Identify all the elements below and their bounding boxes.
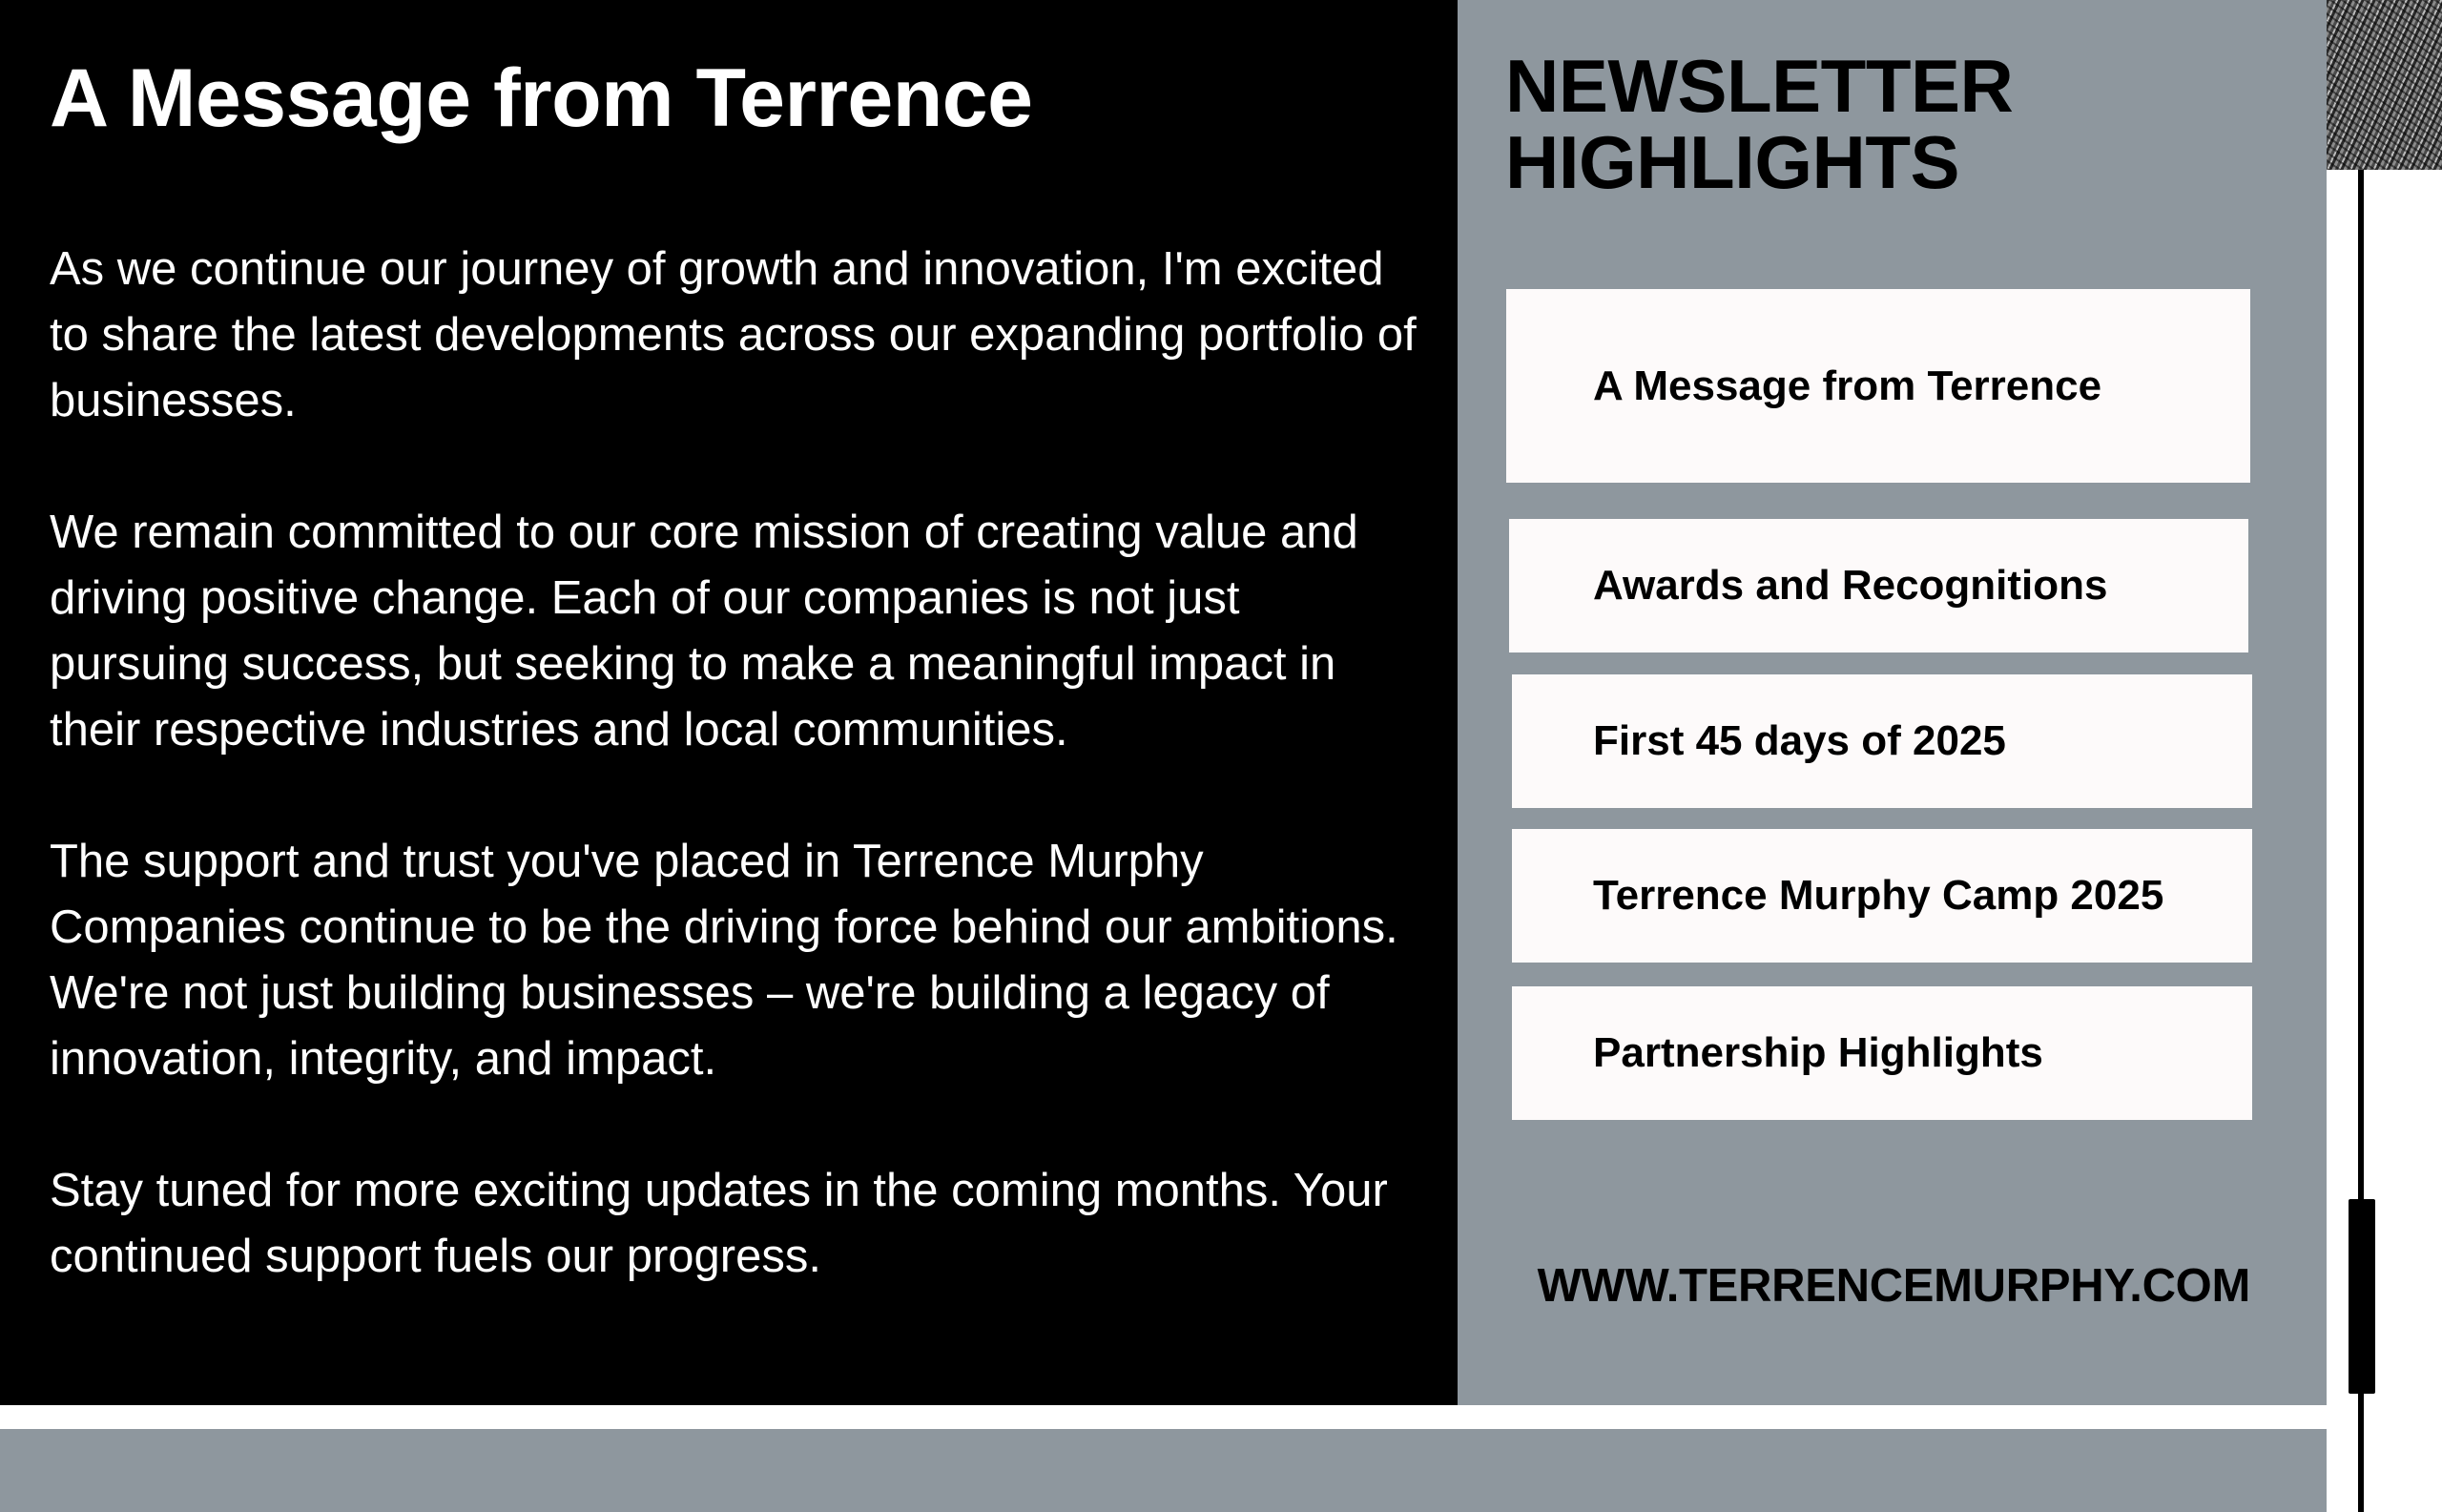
message-paragraph: As we continue our journey of growth and innovation, I'm excited to share the latest developments across our expanding portfolio of businesses. <box>50 243 1417 426</box>
bottom-band <box>0 1429 2327 1512</box>
message-title: A Message from Terrence <box>50 52 1033 144</box>
highlight-item-first-45-days[interactable]: First 45 days of 2025 <box>1512 674 2252 808</box>
highlight-item-camp[interactable]: Terrence Murphy Camp 2025 <box>1512 829 2252 963</box>
message-paragraph: Stay tuned for more exciting updates in the coming months. Your continued support fuels our progress. <box>50 1165 1388 1282</box>
message-paragraph: We remain committed to our core mission of creating value and driving positive change. Each of our companies is not just pursuing success, but seeking to make a meaningful impact in their respective industries and local communities. <box>50 507 1358 756</box>
texture-image <box>2327 0 2442 170</box>
highlight-item-message[interactable]: A Message from Terrence <box>1506 289 2250 483</box>
highlight-item-awards[interactable]: Awards and Recognitions <box>1509 519 2248 652</box>
vertical-accent-bar <box>2349 1199 2375 1394</box>
highlights-title <box>1505 44 2014 204</box>
highlight-item-partnership[interactable]: Partnership Highlights <box>1512 986 2252 1120</box>
highlights-title-line: HIGHLIGHTS <box>1505 120 1959 204</box>
highlights-title-line: NEWSLETTER <box>1505 44 2014 128</box>
website-link[interactable]: WWW.TERRENCEMURPHY.COM <box>1537 1260 2250 1312</box>
message-paragraph: The support and trust you've placed in Terrence Murphy Companies continue to be the driving force behind our ambitions. We're not just building businesses – we're building a legacy of innovation, integrity, and impact. <box>50 836 1398 1085</box>
highlights-panel <box>1458 0 2327 1405</box>
message-body <box>50 237 1423 1356</box>
